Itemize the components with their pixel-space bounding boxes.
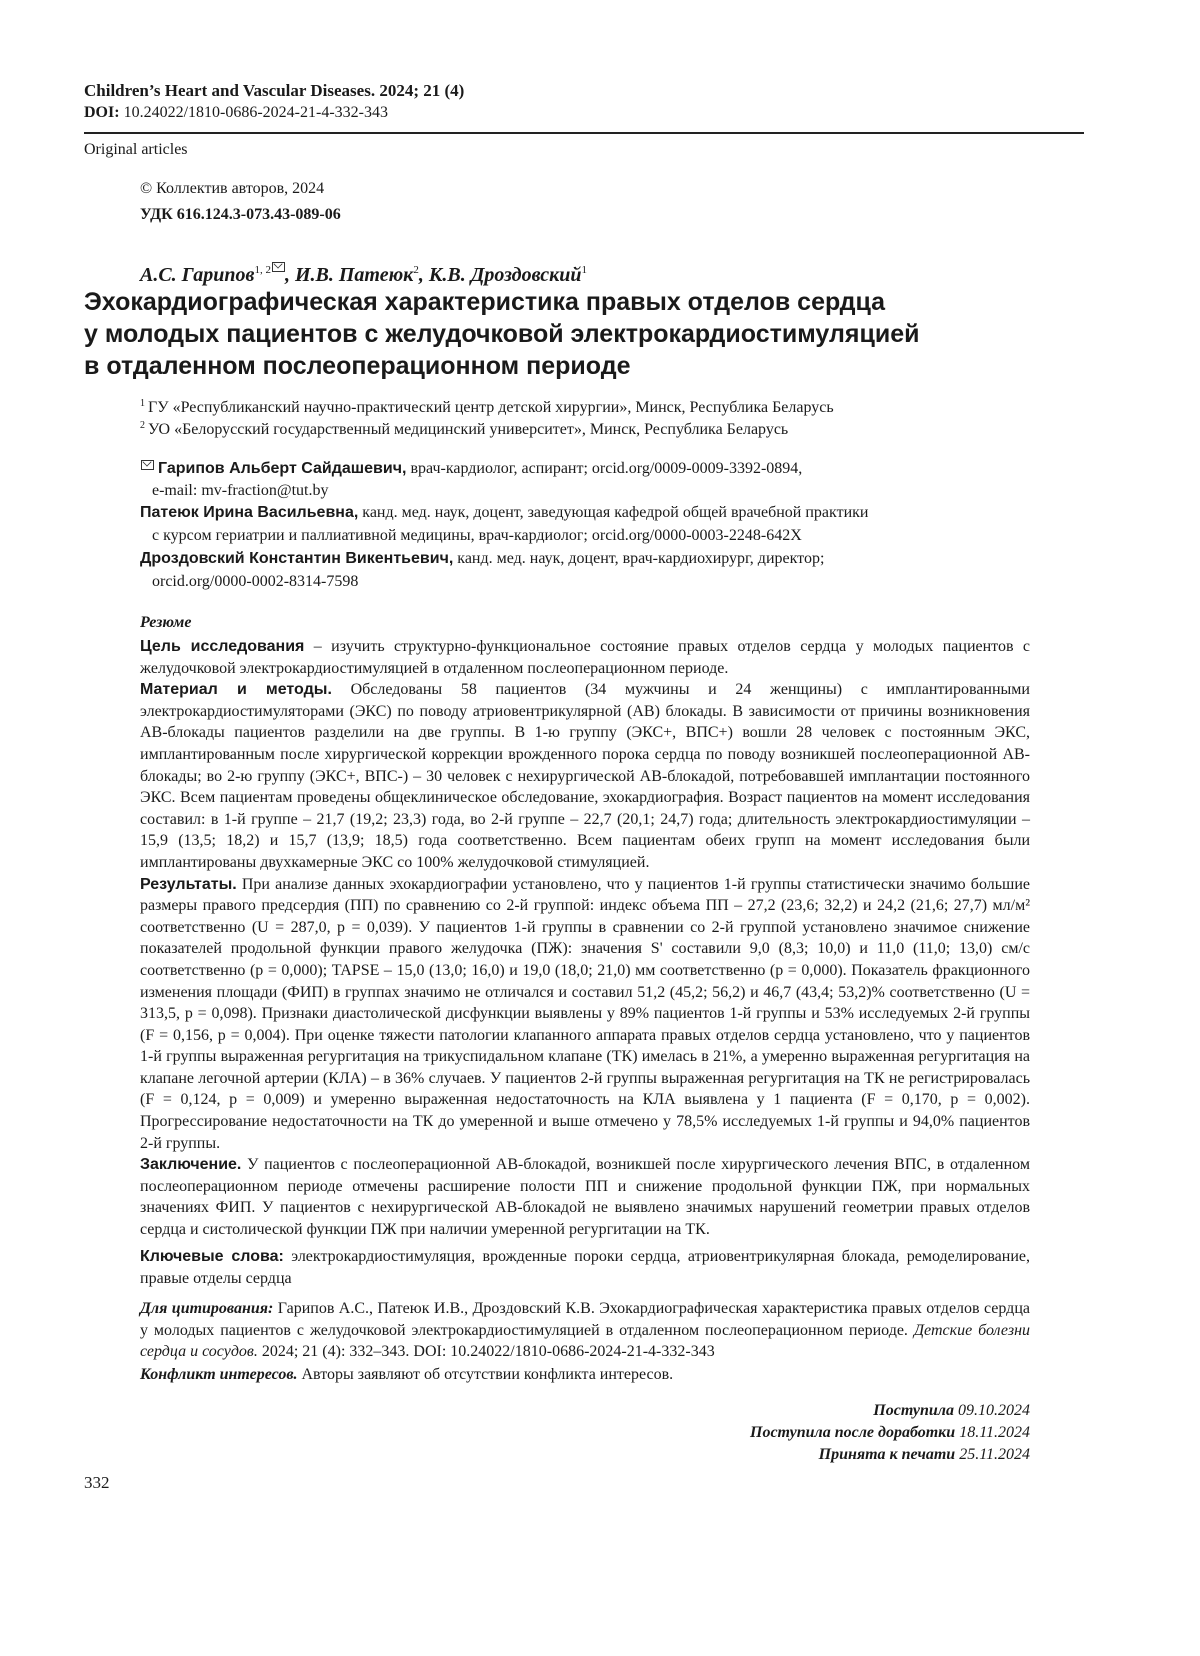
- author-3-affil: 1: [582, 264, 588, 276]
- contact-2-line2: с курсом гериатрии и паллиативной медицины, врач-кардиолог; orcid.org/0000-0003-2248-642X: [152, 525, 802, 546]
- conflict-text: Авторы заявляют об отсутствии конфликта интересов.: [298, 1366, 674, 1383]
- affiliation-text: ГУ «Республиканский научно-практический центр детской хирургии», Минск, Республика Беларусь: [148, 399, 834, 416]
- envelope-icon: [272, 262, 285, 272]
- abstract-results: [140, 874, 1030, 1155]
- date-label: Поступила после доработки: [750, 1424, 955, 1441]
- abstract-text: При анализе данных эхокардиографии установлено, что у пациентов 1-й группы статистически значимо большие размеры правого предсердия (ПП) по сравнению со 2-й группой: индекс объема ПП – 27,2 (23,6; 32,2) и 24,2 (21,6; 27,7) мл/м² соответственно (U = 287,0, p = 0,039). У пациентов 1-й группы в сравнении со 2-й группой установлено значимое снижение показателей продольной функции правого желудочка (ПЖ): значения S' составили 9,0 (8,3; 10,0) и 11,0 (11,0; 13,0) см/с соответственно (p = 0,000); TAPSE – 15,0 (13,0; 16,0) и 19,0 (18,0; 21,0) мм соответственно (p = 0,000). Показатель фракционного изменения площади (ФИП) в группах значимо не отличался и составил 51,2 (45,2; 56,2) и 46,7 (43,4; 53,2)% соответственно (U = 313,5, p = 0,098). Признаки диастолической дисфункции выявлены у 89% пациентов 1-й группы и 53% исследуемых 2-й группы (F = 0,156, p = 0,004). При оценке тяжести патологии клапанного аппарата правых отделов сердца установлено, что у пациентов 1-й группы выраженная регургитация на трикуспидальном клапане (ТК) имелась в 21%, а умеренно выраженная регургитация на клапане легочной артерии (КЛА) – в 36% случаев. У пациентов 2-й группы выраженная регургитация на ТК не регистрировалась (F = 0,124, p = 0,009) и умеренно выраженная недостаточность на КЛА выявлена у 1 пациента (F = 0,170, p = 0,002). Прогрессирование недостаточности на ТК до умеренной и выше отмечено у 78,5% исследуемых 1-й группы и 94,0% пациентов 2-й группы.: [140, 876, 1030, 1152]
- title-line: в отдаленном послеоперационном периоде: [84, 350, 1084, 382]
- author-2: И.В. Патеюк: [295, 264, 413, 286]
- abstract-heading: Резюме: [140, 612, 191, 633]
- citation-text: Гарипов А.С., Патеюк И.В., Дроздовский К.В. Эхокардиографическая характеристика правых отделов сердца у молодых пациентов с желудочковой электрокардиостимуляцией в отдаленном послеоперационном периоде.: [140, 1300, 1030, 1339]
- citation-journal: Детские болезни сердца и сосудов.: [140, 1322, 1030, 1361]
- header-divider: [84, 132, 1084, 134]
- header-doi: [84, 102, 388, 123]
- contact-details: канд. мед. наук, доцент, врач-кардиохирург, директор;: [453, 550, 824, 567]
- doi-value: 10.24022/1810-0686-2024-21-4-332-343: [124, 104, 388, 121]
- date-value: 25.11.2024: [959, 1446, 1030, 1463]
- affiliation-number: 2: [140, 420, 145, 431]
- article-page: [0, 0, 1200, 1656]
- abstract-text: Обследованы 58 пациентов (34 мужчины и 24 женщины) с имплантированными электрокардиостимуляторами (ЭКС) по поводу атриовентрикулярной (АВ) блокады. В зависимости от причины возникновения АВ-блокады пациентов разделили на две группы. В 1-ю группу (ЭКС+, ВПС+) вошли 28 человек с постоянным ЭКС, имплантированным после хирургической коррекции врожденного порока сердца по поводу возникшей послеоперационной АВ-блокады; во 2-ю группу (ЭКС+, ВПС-) – 30 человек с нехирургической АВ-блокадой, потребовавшей имплантации постоянного ЭКС. Всем пациентам проведены общеклиническое обследование, эхокардиография. Возраст пациентов на момент исследования составил: в 1-й группе – 21,7 (19,2; 23,3) года, во 2-й группе – 22,7 (20,1; 24,7) года; длительность электрокардиостимуляции – 15,9 (13,5; 18,2) и 15,7 (13,9; 18,5) года соответственно. Всем пациентам обеих групп на момент исследования были имплантированы двухкамерные ЭКС со 100% желудочковой стимуляцией.: [140, 681, 1030, 871]
- abstract-label: Материал и методы.: [140, 681, 332, 698]
- title-line: Эхокардиографическая характеристика правых отделов сердца: [84, 286, 1084, 318]
- keywords: [140, 1246, 1030, 1289]
- udk-code: УДК 616.124.3-073.43-089-06: [140, 204, 341, 225]
- contact-3-orcid: orcid.org/0000-0002-8314-7598: [152, 571, 358, 592]
- abstract-text: – изучить структурно-функциональное состояние правых отделов сердца у молодых пациентов с желудочковой электрокардиостимуляцией в отдаленном послеоперационном периоде.: [140, 638, 1030, 677]
- citation-label: Для цитирования:: [140, 1300, 273, 1317]
- author-separator: ,: [285, 264, 295, 286]
- article-dates: [750, 1400, 1030, 1466]
- abstract-label: Результаты.: [140, 876, 237, 893]
- affiliation-2: [140, 415, 788, 440]
- affiliation-number: 1: [140, 398, 145, 409]
- abstract-label: Цель исследования: [140, 638, 304, 655]
- author-separator: ,: [419, 264, 429, 286]
- date-label: Поступила: [873, 1402, 954, 1419]
- contact-name: Патеюк Ирина Васильевна,: [140, 504, 358, 521]
- copyright: © Коллектив авторов, 2024: [140, 178, 324, 199]
- abstract-aim: [140, 636, 1030, 679]
- author-list: [140, 257, 587, 288]
- contact-2: [140, 502, 868, 523]
- contact-3: [140, 548, 824, 569]
- citation: [140, 1298, 1030, 1363]
- article-title: [84, 286, 1084, 382]
- author-1: А.С. Гарипов: [140, 264, 254, 286]
- date-label: Принята к печати: [819, 1446, 956, 1463]
- contact-details: канд. мед. наук, доцент, заведующая кафедрой общей врачебной практики: [358, 504, 868, 521]
- received-date: [750, 1400, 1030, 1422]
- citation-tail: 2024; 21 (4): 332–343. DOI: 10.24022/1810-0686-2024-21-4-332-343: [258, 1343, 715, 1360]
- section-label: Original articles: [84, 139, 188, 160]
- journal-header: Children’s Heart and Vascular Diseases. 2024; 21 (4): [84, 80, 464, 101]
- abstract-methods: [140, 679, 1030, 873]
- abstract-label: Заключение.: [140, 1156, 241, 1173]
- accepted-date: [750, 1444, 1030, 1466]
- contact-name: Гарипов Альберт Сайдашевич,: [158, 460, 406, 477]
- doi-label: DOI:: [84, 104, 120, 121]
- page-number: 332: [84, 1472, 110, 1493]
- abstract-conclusion: [140, 1154, 1030, 1240]
- contact-name: Дроздовский Константин Викентьевич,: [140, 550, 453, 567]
- conflict-label: Конфликт интересов.: [140, 1366, 298, 1383]
- abstract: [140, 636, 1030, 1241]
- author-2-affil: 2: [413, 264, 419, 276]
- contact-1-email: e-mail: mv-fraction@tut.by: [152, 480, 328, 501]
- keywords-text: электрокардиостимуляция, врожденные пороки сердца, атриовентрикулярная блокада, ремоделирование, правые отделы сердца: [140, 1248, 1030, 1287]
- title-line: у молодых пациентов с желудочковой электрокардиостимуляцией: [84, 318, 1084, 350]
- author-3: К.В. Дроздовский: [429, 264, 582, 286]
- date-value: 09.10.2024: [958, 1402, 1030, 1419]
- date-value: 18.11.2024: [959, 1424, 1030, 1441]
- revised-date: [750, 1422, 1030, 1444]
- contact-1: [140, 458, 802, 479]
- author-1-affil: 1, 2: [254, 264, 271, 276]
- contact-details: врач-кардиолог, аспирант; orcid.org/0009-0009-3392-0894,: [406, 460, 802, 477]
- keywords-label: Ключевые слова:: [140, 1248, 284, 1265]
- conflict-of-interest: [140, 1364, 1030, 1386]
- abstract-text: У пациентов с послеоперационной АВ-блокадой, возникшей после хирургического лечения ВПС, в отдаленном послеоперационном периоде отмечены расширение полости ПП и снижение продольной функции ПЖ, при нормальных значениях ФИП. У пациентов с нехирургической АВ-блокадой не выявлено значимых нарушений геометрии правых отделов сердца и систолической функции ПЖ при наличии умеренной регургитации на ТК.: [140, 1156, 1030, 1238]
- envelope-icon: [141, 460, 154, 470]
- affiliation-text: УО «Белорусский государственный медицинский университет», Минск, Республика Беларусь: [148, 421, 788, 438]
